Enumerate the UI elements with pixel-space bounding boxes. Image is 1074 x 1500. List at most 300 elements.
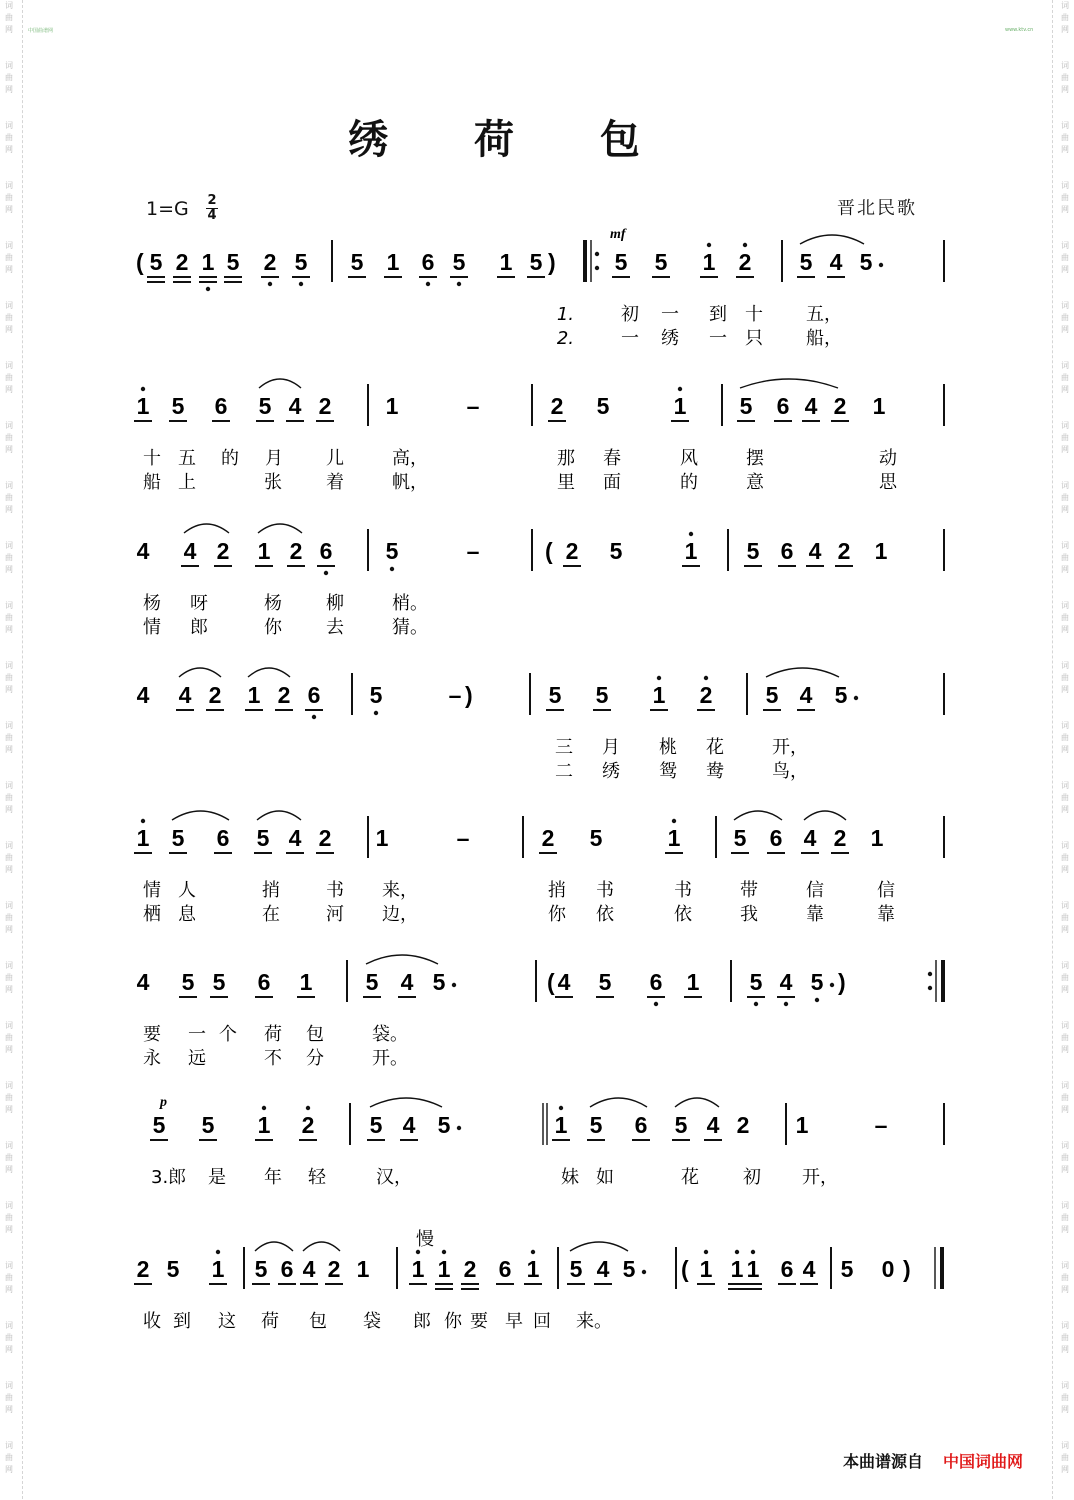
- lyric-syllable: 来，: [382, 880, 418, 901]
- header-left-tiny: 中国曲谱网: [28, 28, 54, 34]
- augmentation-dot: [642, 1270, 646, 1274]
- lyric-syllable: 情: [143, 617, 161, 638]
- jianpu-note: 5: [674, 1112, 688, 1138]
- jianpu-note: 1: [667, 825, 681, 851]
- jianpu-note: 1: [299, 969, 313, 995]
- jianpu-note: 2: [833, 825, 847, 851]
- jianpu-note: 5: [810, 969, 824, 995]
- bracket-glyph: (: [136, 249, 144, 275]
- lyric-syllable: 情: [143, 880, 161, 901]
- lyric-syllable: 儿: [326, 448, 344, 469]
- lyric-syllable: 杨: [143, 593, 161, 614]
- jianpu-note: 2: [736, 1112, 750, 1138]
- lyric-syllable: 如: [596, 1167, 614, 1188]
- jianpu-note: 5: [834, 682, 848, 708]
- slur-arc: [804, 811, 846, 820]
- jianpu-note: 2: [216, 538, 230, 564]
- jianpu-note: 4: [400, 969, 414, 995]
- low-octave-dot: [312, 715, 316, 719]
- high-octave-dot: [743, 243, 747, 247]
- jianpu-note: 1: [526, 1256, 540, 1282]
- watermark-group: 词 曲 网: [1061, 241, 1069, 274]
- jianpu-note: 1: [702, 249, 716, 275]
- high-octave-dot: [216, 1250, 220, 1254]
- lyric-syllable: 息: [178, 904, 196, 925]
- jianpu-note: 5: [294, 249, 308, 275]
- watermark-group: 词 曲 网: [1061, 661, 1069, 694]
- slur-arc: [800, 235, 864, 244]
- watermark-group: 词 曲 网: [1061, 1, 1069, 34]
- lyric-syllable: 袋: [363, 1311, 381, 1332]
- jianpu-note: 1: [385, 393, 399, 419]
- jianpu-note: 6: [776, 393, 790, 419]
- lyric-syllable: 你: [548, 904, 566, 925]
- slur-arc: [172, 811, 229, 820]
- watermark-group: 词 曲 网: [1061, 841, 1069, 874]
- lyric-syllable: 绣: [661, 328, 679, 349]
- lyric-syllable: 一: [621, 328, 639, 349]
- watermark-group: 词 曲 网: [1061, 1081, 1069, 1114]
- lyric-syllable: 呀: [190, 593, 208, 614]
- jianpu-note: 4: [804, 393, 818, 419]
- watermark-group: 词 曲 网: [1061, 1021, 1069, 1054]
- watermark-group: 词 曲 网: [1061, 721, 1069, 754]
- jianpu-note: 6: [257, 969, 271, 995]
- jianpu-note: 1: [386, 249, 400, 275]
- jianpu-note: 4: [178, 682, 192, 708]
- jianpu-note: 1: [437, 1256, 451, 1282]
- jianpu-note: 6: [498, 1256, 512, 1282]
- high-octave-dot: [704, 676, 708, 680]
- jianpu-note: 5: [166, 1256, 180, 1282]
- jianpu-note: 2: [208, 682, 222, 708]
- jianpu-note: 5: [149, 249, 163, 275]
- jianpu-note: 4: [779, 969, 793, 995]
- jianpu-note: 1: [652, 682, 666, 708]
- lyric-syllable: 一: [709, 328, 727, 349]
- watermark-group: 词 曲 网: [5, 1261, 13, 1294]
- jianpu-note: 2: [699, 682, 713, 708]
- jianpu-note: 1: [201, 249, 215, 275]
- watermark-group: 词 曲 网: [1061, 301, 1069, 334]
- high-octave-dot: [141, 819, 145, 823]
- lyric-syllable: 鸟，: [772, 761, 808, 782]
- lyric-syllable: 书: [596, 880, 614, 901]
- jianpu-note: 5: [609, 538, 623, 564]
- watermark-group: 词 曲 网: [5, 1381, 13, 1414]
- lyric-syllable: 花: [706, 737, 724, 758]
- bracket-glyph: ): [903, 1256, 911, 1282]
- lyric-syllable: 靠: [806, 904, 824, 925]
- jianpu-note: 4: [799, 682, 813, 708]
- jianpu-note: 6: [421, 249, 435, 275]
- watermark-group: 词 曲 网: [1061, 1381, 1069, 1414]
- bracket-glyph: (: [547, 969, 555, 995]
- dynamic-mark-mf: mf: [610, 227, 626, 242]
- jianpu-note: 4: [136, 682, 150, 708]
- lyric-syllable: 思: [879, 472, 897, 493]
- jianpu-note: 2: [565, 538, 579, 564]
- watermark-group: 词 曲 网: [1061, 1321, 1069, 1354]
- jianpu-note: 1: [247, 682, 261, 708]
- watermark-group: 词 曲 网: [1061, 361, 1069, 394]
- lyric-syllable: 鸯: [706, 761, 724, 782]
- lyric-syllable: 开。: [372, 1048, 408, 1069]
- slur-arc: [370, 1098, 442, 1107]
- lyric-syllable: 十: [143, 448, 161, 469]
- jianpu-note: 5: [201, 1112, 215, 1138]
- lyric-syllable: 摆: [746, 448, 764, 469]
- slur-arc: [303, 1242, 340, 1251]
- high-octave-dot: [657, 676, 661, 680]
- repeat-dot: [928, 986, 932, 990]
- lyric-syllable: 开，: [772, 737, 808, 758]
- watermark-group: 词 曲 网: [5, 721, 13, 754]
- watermark-group: 词 曲 网: [5, 541, 13, 574]
- jianpu-note: 5: [589, 1112, 603, 1138]
- jianpu-note: 4: [803, 825, 817, 851]
- slur-arc: [248, 668, 290, 677]
- high-octave-dot: [704, 1250, 708, 1254]
- jianpu-note: 5: [654, 249, 668, 275]
- low-octave-dot: [268, 282, 272, 286]
- augmentation-dot: [830, 983, 834, 987]
- lyric-syllable: 个: [219, 1024, 237, 1045]
- low-octave-dot: [784, 1002, 788, 1006]
- lyric-syllable: 你: [264, 617, 282, 638]
- lyric-syllable: 荷: [264, 1024, 282, 1045]
- lyric-syllable: 年: [264, 1167, 282, 1188]
- jianpu-note: 6: [307, 682, 321, 708]
- jianpu-note: 1: [136, 393, 150, 419]
- lyric-syllable: 船，: [806, 328, 842, 349]
- high-octave-dot: [735, 1250, 739, 1254]
- jianpu-note: 1: [872, 393, 886, 419]
- jianpu-note: 1: [746, 1256, 760, 1282]
- time-signature-top: 2: [207, 193, 217, 208]
- lyric-syllable: 书: [326, 880, 344, 901]
- watermark-group: 词 曲 网: [1061, 601, 1069, 634]
- lyric-syllable: 柳: [326, 593, 344, 614]
- lyric-syllable: 捎: [548, 880, 566, 901]
- jianpu-note: 4: [288, 825, 302, 851]
- jianpu-note: 1: [699, 1256, 713, 1282]
- jianpu-note: 5: [171, 393, 185, 419]
- song-title: 绣 荷 包: [348, 116, 676, 163]
- jianpu-note: 2: [541, 825, 555, 851]
- footer-label: 本曲谱源自: [843, 1452, 924, 1471]
- time-signature-bottom: 4: [207, 208, 217, 223]
- jianpu-note: 4: [706, 1112, 720, 1138]
- lyric-syllable: 船: [143, 472, 161, 493]
- augmentation-dot: [854, 696, 858, 700]
- jianpu-note: 1: [257, 538, 271, 564]
- jianpu-note: 1: [554, 1112, 568, 1138]
- lyric-syllable: 绣: [602, 761, 620, 782]
- high-octave-dot: [689, 532, 693, 536]
- lyric-syllable: 栖: [143, 904, 161, 925]
- lyric-syllable: 猜。: [392, 617, 428, 638]
- lyric-syllable: 五，: [806, 304, 842, 325]
- lyric-syllable: 鸳: [659, 761, 677, 782]
- jianpu-note: 5: [258, 393, 272, 419]
- slur-arc: [570, 1242, 628, 1251]
- jianpu-note: 2: [318, 825, 332, 851]
- jianpu-note: 5: [529, 249, 543, 275]
- watermark-group: 词 曲 网: [5, 1141, 13, 1174]
- lyric-syllable: 梢。: [392, 593, 428, 614]
- watermark-group: 词 曲 网: [5, 301, 13, 334]
- jianpu-note: 5: [859, 249, 873, 275]
- jianpu-note: 4: [136, 538, 150, 564]
- jianpu-note: –: [466, 538, 480, 564]
- jianpu-note: 5: [171, 825, 185, 851]
- slur-arc: [590, 1098, 647, 1107]
- bracket-glyph: ): [465, 682, 473, 708]
- jianpu-note: 5: [746, 538, 760, 564]
- jianpu-note: 2: [327, 1256, 341, 1282]
- lyric-syllable: 靠: [877, 904, 895, 925]
- slur-arc: [734, 811, 782, 820]
- watermark-group: 词 曲 网: [5, 421, 13, 454]
- high-octave-dot: [559, 1106, 563, 1110]
- lyric-syllable: 到: [709, 304, 727, 325]
- jianpu-note: 6: [214, 393, 228, 419]
- jianpu-note: 0: [881, 1256, 895, 1282]
- low-octave-dot: [390, 567, 394, 571]
- repeat-dot: [595, 266, 599, 270]
- watermark-group: 词 曲 网: [1061, 541, 1069, 574]
- jianpu-note: 2: [175, 249, 189, 275]
- high-octave-dot: [678, 387, 682, 391]
- lyric-syllable: 十: [745, 304, 763, 325]
- lyric-syllable: 月: [602, 737, 620, 758]
- lyric-syllable: 信: [806, 880, 824, 901]
- lyric-syllable: 桃: [659, 737, 677, 758]
- watermark-group: 词 曲 网: [5, 1, 13, 34]
- lyric-syllable: 来。: [576, 1311, 612, 1332]
- lyric-syllable: 信: [877, 880, 895, 901]
- lyric-syllable: 五: [178, 448, 196, 469]
- jianpu-note: 5: [256, 825, 270, 851]
- watermark-group: 词 曲 网: [5, 481, 13, 514]
- slur-arc: [740, 379, 838, 388]
- jianpu-note: –: [456, 825, 470, 851]
- slur-arc: [675, 1098, 719, 1107]
- jianpu-note: 1: [499, 249, 513, 275]
- high-octave-dot: [751, 1250, 755, 1254]
- high-octave-dot: [141, 387, 145, 391]
- lyric-syllable: 花: [681, 1167, 699, 1188]
- watermark-group: 词 曲 网: [5, 61, 13, 94]
- jianpu-note: 4: [802, 1256, 816, 1282]
- jianpu-note: 6: [780, 538, 794, 564]
- lyric-syllable: 里: [557, 472, 575, 493]
- watermark-group: 词 曲 网: [1061, 1141, 1069, 1174]
- jianpu-note: 2: [277, 682, 291, 708]
- jianpu-note: 4: [402, 1112, 416, 1138]
- jianpu-note: 5: [254, 1256, 268, 1282]
- lyric-syllable: 2.: [556, 328, 574, 349]
- watermark-group: 词 曲 网: [1061, 421, 1069, 454]
- lyric-syllable: 的: [221, 448, 239, 469]
- lyric-syllable: 张: [264, 472, 282, 493]
- lyric-syllable: 风: [680, 448, 698, 469]
- lyric-syllable: 在: [262, 904, 280, 925]
- high-octave-dot: [416, 1250, 420, 1254]
- lyric-syllable: 3.郎: [151, 1167, 187, 1188]
- jianpu-note: 5: [369, 1112, 383, 1138]
- jianpu-note: 2: [738, 249, 752, 275]
- lyric-syllable: 我: [740, 904, 758, 925]
- lyric-syllable: 这: [218, 1311, 236, 1332]
- jianpu-note: 5: [589, 825, 603, 851]
- lyric-syllable: 边，: [382, 904, 418, 925]
- lyric-syllable: 捎: [262, 880, 280, 901]
- augmentation-dot: [452, 983, 456, 987]
- jianpu-note: 1: [730, 1256, 744, 1282]
- jianpu-note: 5: [569, 1256, 583, 1282]
- watermark-group: 词 曲 网: [1061, 1201, 1069, 1234]
- bracket-glyph: (: [681, 1256, 689, 1282]
- lyric-syllable: 一: [188, 1024, 206, 1045]
- watermark-group: 词 曲 网: [5, 241, 13, 274]
- lyric-syllable: 上: [178, 472, 196, 493]
- bracket-glyph: ): [548, 249, 556, 275]
- jianpu-note: 1: [673, 393, 687, 419]
- watermark-group: 词 曲 网: [5, 1441, 13, 1474]
- lyric-syllable: 妹: [561, 1167, 579, 1188]
- high-octave-dot: [306, 1106, 310, 1110]
- low-octave-dot: [299, 282, 303, 286]
- lyric-syllable: 一: [661, 304, 679, 325]
- high-octave-dot: [442, 1250, 446, 1254]
- lyric-syllable: 意: [746, 472, 764, 493]
- jianpu-note: 1: [375, 825, 389, 851]
- slur-arc: [179, 668, 221, 677]
- jianpu-note: 5: [548, 682, 562, 708]
- lyric-syllable: 要: [470, 1311, 488, 1332]
- jianpu-note: 1: [356, 1256, 370, 1282]
- jianpu-note: 4: [183, 538, 197, 564]
- low-octave-dot: [206, 287, 210, 291]
- jianpu-note: 5: [452, 249, 466, 275]
- low-octave-dot: [374, 711, 378, 715]
- watermark-group: 词 曲 网: [1061, 1261, 1069, 1294]
- watermark-group: 词 曲 网: [1061, 901, 1069, 934]
- song-source: 晋北民歌: [837, 198, 917, 219]
- lyric-syllable: 那: [557, 448, 575, 469]
- jianpu-note: –: [874, 1112, 888, 1138]
- jianpu-note: 6: [769, 825, 783, 851]
- jianpu-note: 5: [622, 1256, 636, 1282]
- jianpu-note: –: [448, 682, 462, 708]
- jianpu-note: 6: [216, 825, 230, 851]
- lyric-syllable: 带: [740, 880, 758, 901]
- jianpu-note: 2: [301, 1112, 315, 1138]
- jianpu-note: 5: [749, 969, 763, 995]
- augmentation-dot: [879, 263, 883, 267]
- augmentation-dot: [457, 1126, 461, 1130]
- jianpu-note: 2: [263, 249, 277, 275]
- repeat-dot: [928, 972, 932, 976]
- slur-arc: [258, 524, 302, 533]
- lyric-syllable: 开，: [802, 1167, 838, 1188]
- watermark-group: 词 曲 网: [5, 1081, 13, 1114]
- jianpu-note: 2: [136, 1256, 150, 1282]
- lyric-syllable: 初: [743, 1167, 761, 1188]
- low-octave-dot: [324, 571, 328, 575]
- jianpu-note: 6: [780, 1256, 794, 1282]
- slur-arc: [255, 1242, 293, 1251]
- low-octave-dot: [815, 998, 819, 1002]
- lyric-syllable: 包: [309, 1311, 327, 1332]
- jianpu-note: 2: [289, 538, 303, 564]
- lyric-syllable: 袋。: [372, 1024, 408, 1045]
- watermark-group: 词 曲 网: [5, 121, 13, 154]
- jianpu-note: 5: [765, 682, 779, 708]
- watermark-group: 词 曲 网: [5, 841, 13, 874]
- jianpu-note: 5: [365, 969, 379, 995]
- high-octave-dot: [707, 243, 711, 247]
- jianpu-note: 1: [136, 825, 150, 851]
- lyric-syllable: 面: [603, 472, 621, 493]
- lyric-syllable: 书: [674, 880, 692, 901]
- jianpu-note: 2: [463, 1256, 477, 1282]
- low-octave-dot: [754, 1002, 758, 1006]
- jianpu-note: 5: [598, 969, 612, 995]
- jianpu-note: 6: [319, 538, 333, 564]
- watermark-group: 词 曲 网: [1061, 121, 1069, 154]
- jianpu-note: 5: [799, 249, 813, 275]
- jianpu-note: 4: [288, 393, 302, 419]
- low-octave-dot: [426, 282, 430, 286]
- lyric-syllable: 到: [173, 1311, 191, 1332]
- slur-arc: [366, 955, 438, 964]
- footer-credit: [843, 1449, 1023, 1472]
- jianpu-note: 6: [634, 1112, 648, 1138]
- lyric-syllable: 郎: [413, 1311, 431, 1332]
- watermark-group: 词 曲 网: [1061, 61, 1069, 94]
- jianpu-note: 1: [686, 969, 700, 995]
- lyric-syllable: 依: [674, 904, 692, 925]
- jianpu-note: 5: [596, 393, 610, 419]
- watermark-group: 词 曲 网: [1061, 181, 1069, 214]
- low-octave-dot: [654, 1002, 658, 1006]
- lyric-syllable: 远: [188, 1048, 206, 1069]
- watermark-group: 词 曲 网: [5, 961, 13, 994]
- lyric-syllable: 不: [264, 1048, 282, 1069]
- lyric-syllable: 二: [555, 761, 573, 782]
- dynamic-mark-p: p: [160, 1095, 167, 1110]
- lyric-syllable: 1.: [556, 304, 574, 325]
- bracket-glyph: (: [545, 538, 553, 564]
- jianpu-note: 4: [302, 1256, 316, 1282]
- jianpu-note: 6: [280, 1256, 294, 1282]
- jianpu-note: 5: [733, 825, 747, 851]
- footer-site[interactable]: 中国词曲网: [943, 1452, 1024, 1471]
- jianpu-note: 5: [350, 249, 364, 275]
- jianpu-note: 5: [212, 969, 226, 995]
- jianpu-note: 1: [684, 538, 698, 564]
- jianpu-note: 5: [181, 969, 195, 995]
- lyric-syllable: 人: [178, 880, 196, 901]
- watermark-group: 词 曲 网: [5, 661, 13, 694]
- jianpu-note: 5: [840, 1256, 854, 1282]
- jianpu-note: 5: [739, 393, 753, 419]
- slur-arc: [766, 668, 839, 677]
- lyric-syllable: 动: [879, 448, 897, 469]
